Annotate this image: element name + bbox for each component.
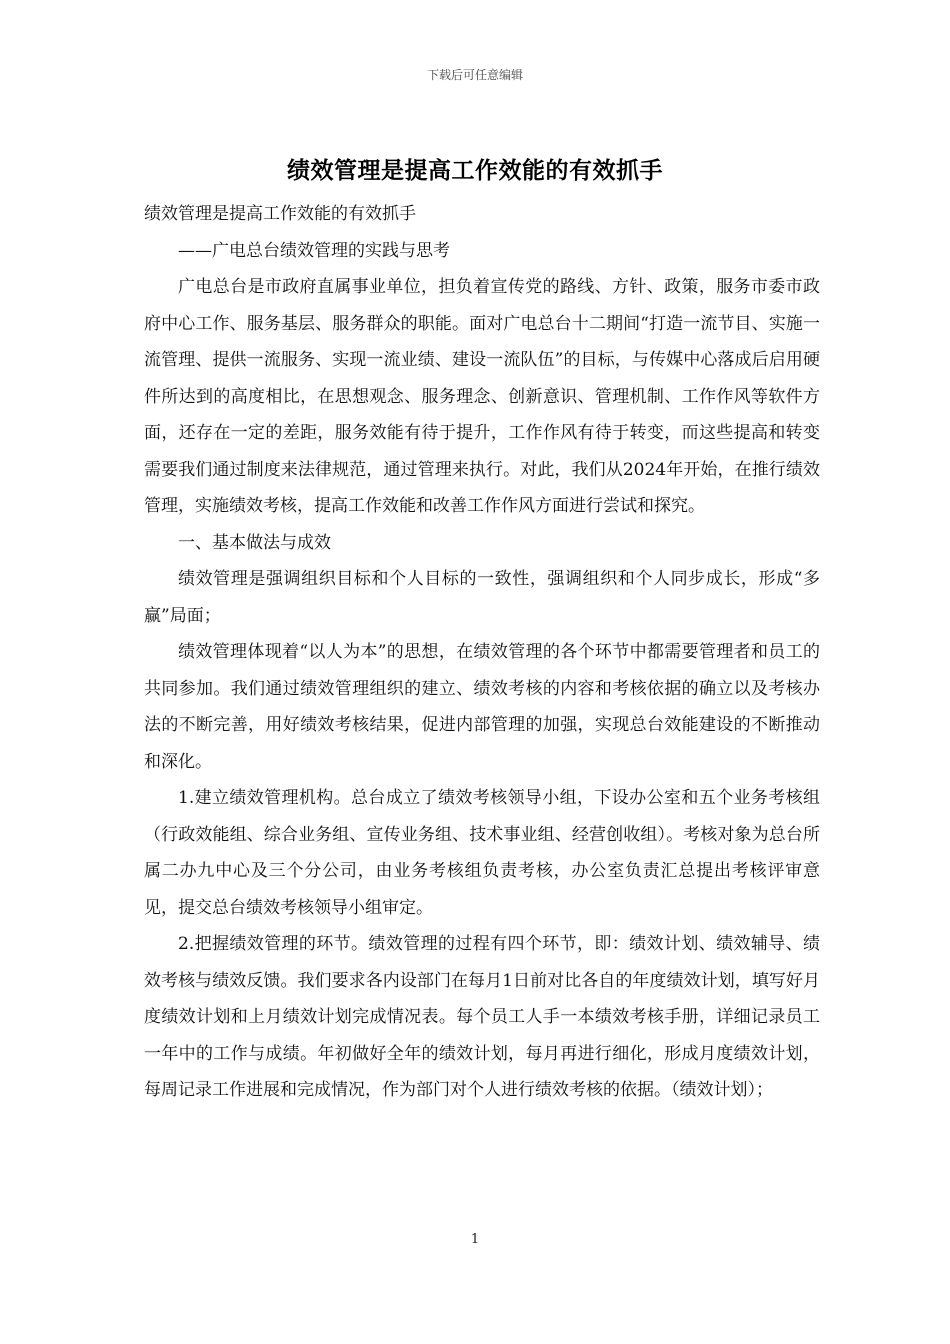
subtitle-line: 绩效管理是提高工作效能的有效抓手 — [144, 204, 416, 224]
paragraph-item-1: 1.建立绩效管理机构。总台成立了绩效考核领导小组，下设办公室和五个业务考核组（行政效能组、综合业务组、宣传业务组、技术事业组、经营创收组）。考核对象为总台所属二办九中心及三个分公司，由业务考核组负责考核，办公室负责汇总提出考核评审意见，提交总台绩效考核领导小组审定。 — [144, 788, 820, 918]
paragraph-goals: 绩效管理是强调组织目标和个人目标的一致性，强调组织和个人同步成长，形成“多赢”局面； — [144, 569, 820, 626]
page-number: 1 — [470, 1232, 480, 1247]
paragraph-item-2: 2.把握绩效管理的环节。绩效管理的过程有四个环节，即：绩效计划、绩效辅导、绩效考核与绩效反馈。我们要求各内设部门在每月1日前对比各自的年度绩效计划，填写好月度绩效计划和上月绩效计划完成情况表。每个员工人手一本绩效考核手册，详细记录员工一年中的工作与成绩。年初做好全年的绩效计划，每月再进行细化，形成月度绩效计划，每周记录工作进展和完成情况，作为部门对个人进行绩效考核的依据。（绩效计划）； — [144, 934, 820, 1100]
document-body — [144, 196, 820, 1109]
paragraph-people-oriented: 绩效管理体现着“以人为本”的思想，在绩效管理的各个环节中都需要管理者和员工的共同参加。我们通过绩效管理组织的建立、绩效考核的内容和考核依据的确立以及考核办法的不断完善，用好绩效考核结果，促进内部管理的加强，实现总台效能建设的不断推动和深化。 — [144, 642, 820, 772]
page-header: 下载后可任意编辑 — [426, 68, 523, 82]
document-title: 绩效管理是提高工作效能的有效抓手 — [287, 157, 663, 184]
intro-paragraph: 广电总台是市政府直属事业单位，担负着宣传党的路线、方针、政策，服务市委市政府中心工作、服务基层、服务群众的职能。面对广电总台十二期间“打造一流节目、实施一流管理、提供一流服务、实现一流业绩、建设一流队伍”的目标，与传媒中心落成后启用硬件所达到的高度相比，在思想观念、服务理念、创新意识、管理机制、工作作风等软件方面，还存在一定的差距，服务效能有待于提升，工作作风有待于转变，而这些提高和转变需要我们通过制度来法律规范，通过管理来执行。对此，我们从2024年开始，在推行绩效管理，实施绩效考核，提高工作效能和改善工作作风方面进行尝试和探究。 — [144, 277, 820, 516]
subtitle-dash-line: ——广电总台绩效管理的实践与思考 — [178, 240, 450, 261]
section-heading: 一、基本做法与成效 — [178, 532, 331, 553]
